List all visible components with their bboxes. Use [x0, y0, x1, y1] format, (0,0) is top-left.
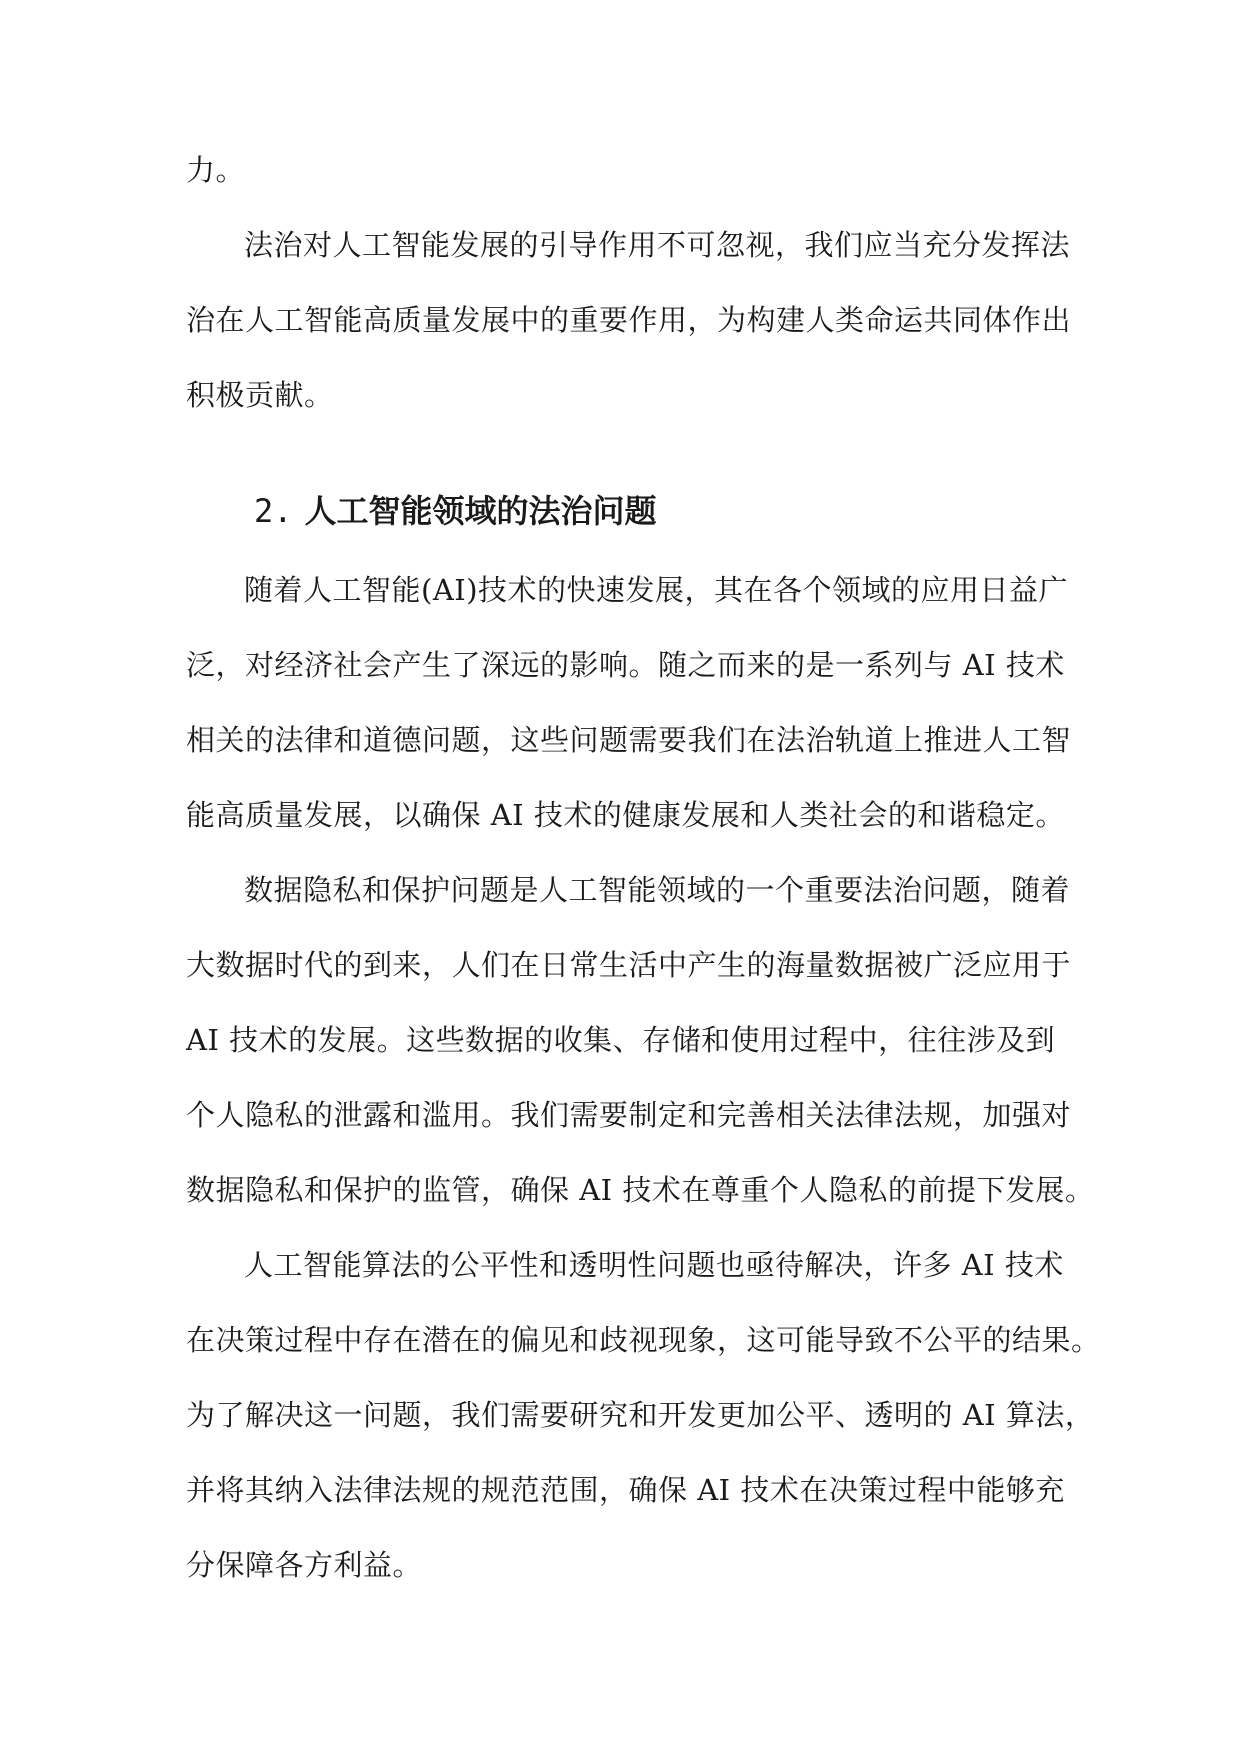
text-line: 相关的法律和道德问题，这些问题需要我们在法治轨道上推进人工智	[186, 723, 1072, 757]
text-line: 泛，对经济社会产生了深远的影响。随之而来的是一系列与 AI 技术	[186, 648, 1065, 682]
text-line: 为了解决这一问题，我们需要研究和开发更加公平、透明的 AI 算法，	[186, 1398, 1095, 1432]
text-line: 数据隐私和保护的监管，确保 AI 技术在尊重个人隐私的前提下发展。	[186, 1173, 1095, 1207]
text-line: 在决策过程中存在潜在的偏见和歧视现象，这可能导致不公平的结果。	[186, 1323, 1101, 1357]
text-line: 个人隐私的泄露和滥用。我们需要制定和完善相关法律法规，加强对	[186, 1098, 1072, 1132]
section-title: 人工智能领域的法治问题	[304, 492, 657, 530]
paragraph-first-line: 随着人工智能(AI)技术的快速发展，其在各个领域的应用日益广	[244, 573, 1069, 607]
text-line: 力。	[186, 153, 246, 187]
text-line: 治在人工智能高质量发展中的重要作用，为构建人类命运共同体作出	[186, 303, 1072, 337]
section-number: 2.	[254, 492, 293, 530]
text-line: AI 技术的发展。这些数据的收集、存储和使用过程中，往往涉及到	[186, 1023, 1056, 1057]
text-line: 大数据时代的到来，人们在日常生活中产生的海量数据被广泛应用于	[186, 948, 1072, 982]
text-line: 分保障各方利益。	[186, 1548, 423, 1582]
text-line: 积极贡献。	[186, 378, 334, 412]
paragraph-first-line: 人工智能算法的公平性和透明性问题也亟待解决，许多 AI 技术	[244, 1248, 1064, 1282]
text-line: 能高质量发展，以确保 AI 技术的健康发展和人类社会的和谐稳定。	[186, 798, 1065, 832]
section-heading	[254, 489, 657, 533]
text-line: 并将其纳入法律法规的规范范围，确保 AI 技术在决策过程中能够充	[186, 1473, 1065, 1507]
paragraph-first-line: 法治对人工智能发展的引导作用不可忽视，我们应当充分发挥法	[244, 228, 1071, 262]
paragraph-first-line: 数据隐私和保护问题是人工智能领域的一个重要法治问题，随着	[244, 873, 1071, 907]
